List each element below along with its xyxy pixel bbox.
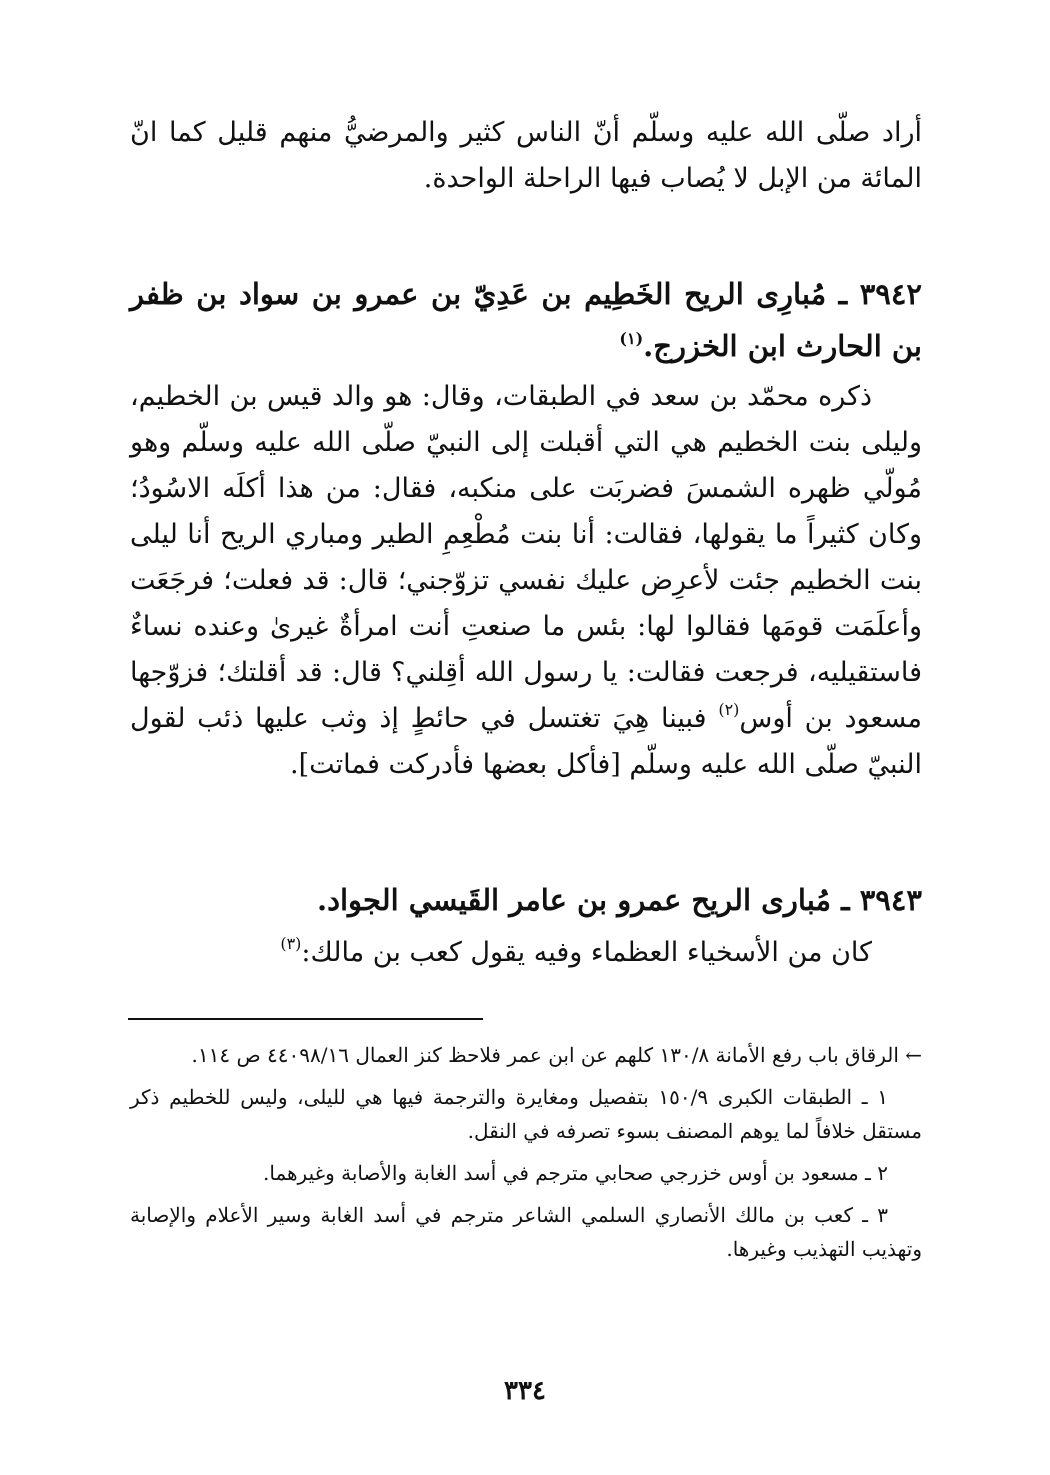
entry-3943-heading: ٣٩٤٣ ـ مُبارى الريح عمرو بن عامر القَيسي الجواد.: [316, 883, 922, 917]
footnote-2: ٢ ـ مسعود بن أوس خزرجي صحابي مترجم في أسد الغابة والأصابة وغيرهما.: [263, 1161, 888, 1185]
footnote-divider: [128, 1018, 483, 1020]
page-number: ٣٣٤: [504, 1376, 546, 1406]
footnote-ref-2: (٢): [718, 700, 740, 719]
footnote-ref-3: (٣): [280, 934, 302, 953]
intro-paragraph: أراد صلّى الله عليه وسلّم أنّ الناس كثير والمرضيُّ منهم قليل كما انّ المائة من الإبل لا يُصاب فيها الراحلة الواحدة.: [130, 117, 922, 194]
footnote-ref-1: (١): [619, 329, 644, 348]
entry-3942-body-text: ذكره محمّد بن سعد في الطبقات، وقال: هو والد قيس بن الخطيم، وليلى بنت الخطيم هي التي أقبلت إلى النبيّ صلّى الله عليه وسلّم وهو مُولّي ظهره الشمسَ فضربَت على منكبه، فقال: من هذا أكلَه الاسُودُ؛ وكان كثيراً ما يقولها، فقالت: أنا بنت مُطْعِمِ الطير ومباري الريح أنا ليلى بنت الخطيم جئت لأعرِض عليك نفسي تزوّجني؛ قال: قد فعلت؛ فرجَعَت وأعلَمَت قومَها فقالوا لها: بئس ما صنعتِ أنت امرأةٌ غيرىٰ وعنده نساءٌ فاستقيليه، فرجعت فقالت: يا رسول الله أقِلني؟ قال: قد أقلتك؛ فزوّجها مسعود بن أوس: [130, 381, 923, 734]
footnote-continued: ← الرقاق باب رفع الأمانة ١٣٠/٨ كلهم عن ابن عمر فلاحظ كنز العمال ٤٤٠٩٨/١٦ ص ١١٤.: [191, 1043, 922, 1067]
entry-3942-heading: [130, 268, 922, 372]
entry-3943-body-text: كان من الأسخياء العظماء وفيه يقول كعب بن مالك:: [301, 937, 872, 968]
footnote-1: ١ ـ الطبقات الكبرى ١٥٠/٩ بتفصيل ومغايرة والترجمة فيها هي لليلى، وليس للخطيم ذكر مستقل خلافاً لما يوهم المصنف بسوء تصرفه في النقل.: [130, 1085, 922, 1143]
footnote-3: ٣ ـ كعب بن مالك الأنصاري السلمي الشاعر مترجم في أسد الغابة وسير الأعلام والإصابة وتهذيب التهذيب وغيرها.: [130, 1203, 922, 1261]
entry-3942-body: [130, 374, 922, 788]
entry-3942-body-text-cont: فبينا هِيَ تغتسل في حائطٍ إذ وثب عليها ذئب لقول النبيّ صلّى الله عليه وسلّم [فأكل بعضها فأدركت فماتت].: [130, 703, 922, 780]
entry-3942-heading-text: ٣٩٤٢ ـ مُبارِى الريح الخَطِيم بن عَدِيّ بن عمرو بن سواد بن ظفر بن الحارث ابن الخزرج.: [130, 277, 922, 363]
footnotes: [130, 1038, 922, 1274]
entry-3943-body: [130, 930, 922, 976]
